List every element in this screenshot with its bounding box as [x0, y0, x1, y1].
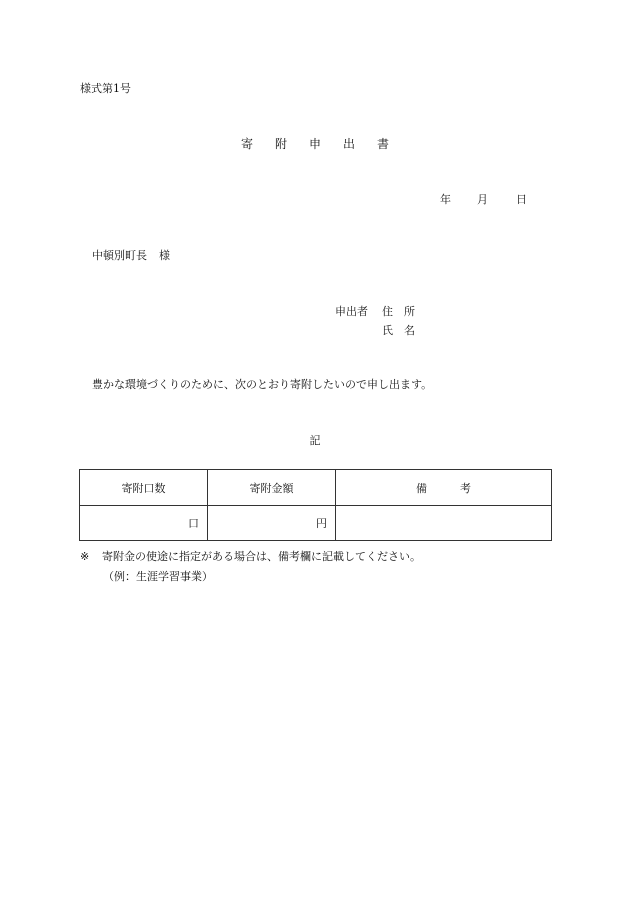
address-label: 住 所	[382, 305, 415, 318]
title-char: 申	[308, 137, 321, 151]
date-day-label: 日	[516, 193, 527, 206]
title-char: 書	[377, 137, 390, 151]
remarks-cell[interactable]	[336, 506, 552, 541]
document-title	[0, 137, 630, 151]
amount-cell[interactable]: 円	[208, 506, 336, 541]
applicant-label: 申出者	[335, 305, 368, 318]
title-char: 出	[343, 137, 356, 151]
body-text: 豊かな環境づくりのために、次のとおり寄附したいので申し出ます。	[92, 378, 433, 391]
title-char: 附	[274, 137, 287, 151]
header-remarks: 備 考	[336, 470, 552, 506]
date-line	[440, 193, 527, 207]
header-amount: 寄附金額	[208, 470, 336, 506]
note	[80, 550, 421, 564]
date-year-label: 年	[440, 193, 451, 206]
addressee-honorific: 様	[159, 249, 170, 262]
units-cell[interactable]: 口	[80, 506, 208, 541]
note-mark: ※	[80, 550, 90, 563]
note-example: （例：生涯学習事業）	[103, 570, 213, 583]
addressee-name: 中頓別町長	[92, 249, 147, 262]
header-units: 寄附口数	[80, 470, 208, 506]
form-number: 様式第1号	[80, 82, 131, 95]
table-header-row	[80, 470, 552, 506]
note-text: 寄附金の使途に指定がある場合は、備考欄に記載してください。	[102, 550, 421, 563]
title-char: 寄	[240, 137, 253, 151]
date-month-label: 月	[477, 193, 488, 206]
table-row	[80, 506, 552, 541]
addressee	[92, 249, 170, 263]
record-mark: 記	[309, 434, 321, 447]
donation-table	[79, 469, 552, 541]
name-label: 氏 名	[382, 324, 415, 337]
